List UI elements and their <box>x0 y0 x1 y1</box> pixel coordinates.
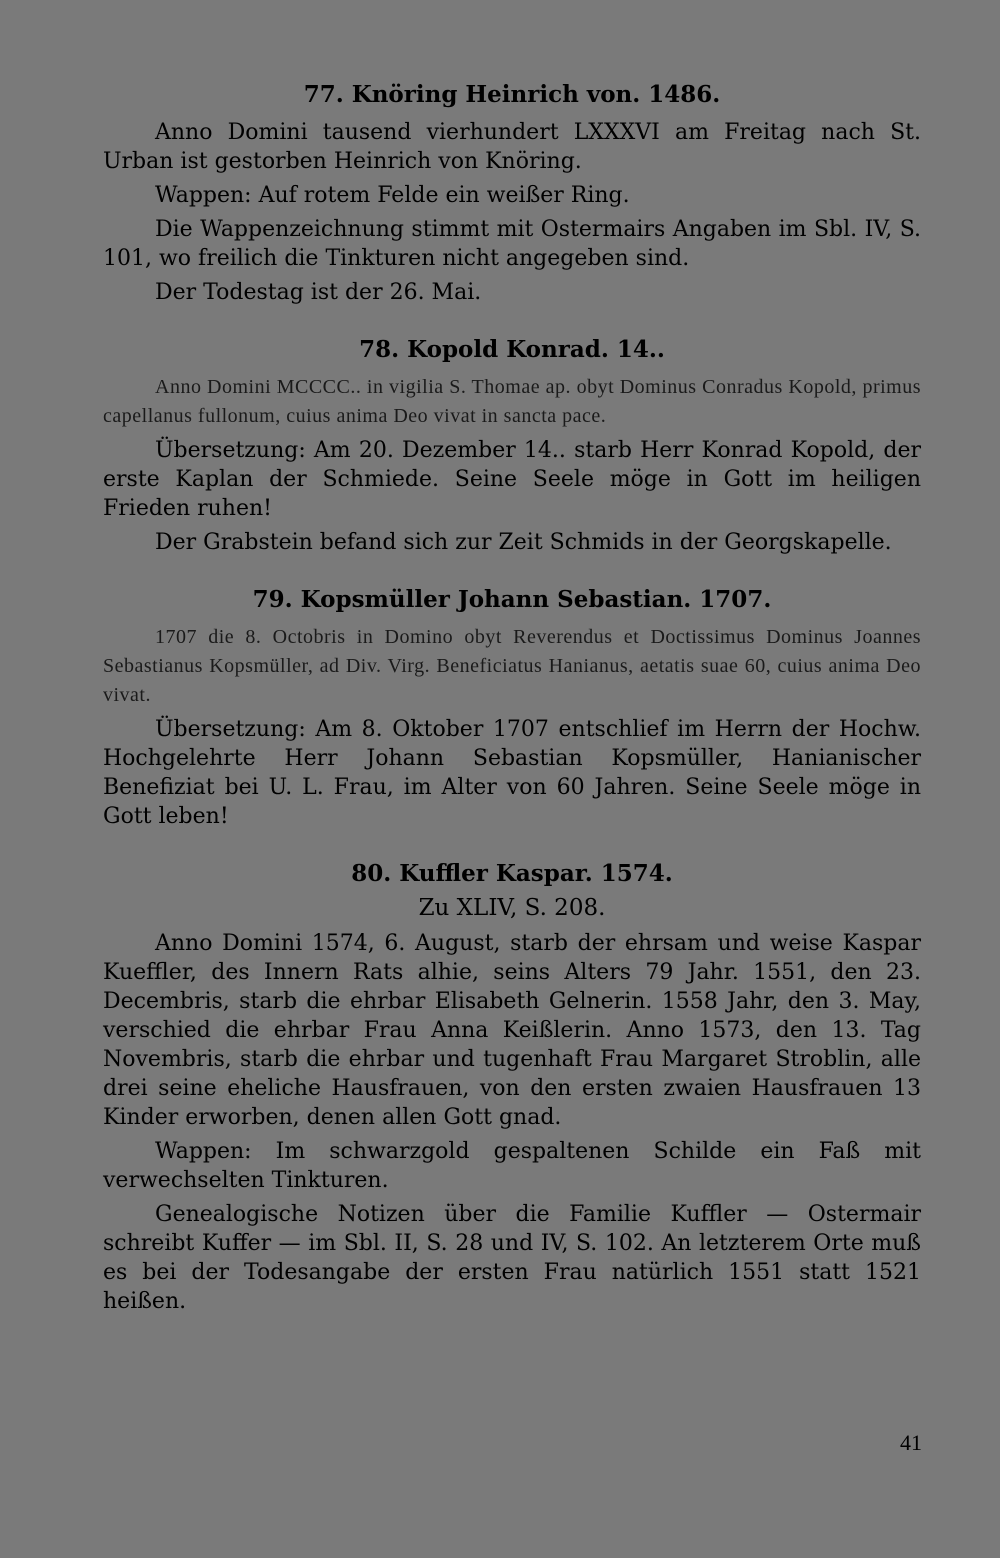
entry-80 <box>103 859 921 1316</box>
entry-77 <box>103 80 921 307</box>
entry-78 <box>103 335 921 557</box>
latin-inscription: Anno Domini MCCCC.. in vigilia S. Thomae ap. obyt Dominus Conradus Kopold, primus capellanus fullonum, cuius anima Deo vivat in sancta pace. <box>103 376 921 427</box>
entry-heading: 80. Kuffler Kaspar. 1574. <box>351 860 673 887</box>
coat-of-arms-paragraph: Wappen: Auf rotem Felde ein weißer Ring. <box>155 183 630 208</box>
entry-79 <box>103 585 921 831</box>
translation-paragraph: Übersetzung: Am 8. Oktober 1707 entschlief im Herrn der Hochw. Hochgelehrte Herr Johann Sebastian Kopsmüller, Hanianischer Benefiziat bei U. L. Frau, im Alter von 60 Jahren. Seine Seele möge in Gott leben! <box>103 717 921 829</box>
document-page <box>103 80 921 1344</box>
translation-paragraph: Übersetzung: Am 20. Dezember 14.. starb Herr Konrad Kopold, der erste Kaplan der Schmiede. Seine Seele möge in Gott im heiligen Frieden ruhen! <box>103 438 921 521</box>
coat-of-arms-paragraph: Wappen: Im schwarzgold gespaltenen Schilde ein Faß mit verwechselten Tinkturen. <box>103 1139 921 1193</box>
entry-heading: 77. Knöring Heinrich von. 1486. <box>303 81 721 108</box>
page-number: 41 <box>900 1430 922 1455</box>
entry-paragraph: Der Todestag ist der 26. Mai. <box>155 280 482 305</box>
entry-paragraph: Die Wappenzeichnung stimmt mit Ostermairs Angaben im Sbl. IV, S. 101, wo freilich die Tinkturen nicht angegeben sind. <box>103 217 921 271</box>
entry-subheading: Zu XLIV, S. 208. <box>418 895 606 921</box>
entry-heading: 79. Kopsmüller Johann Sebastian. 1707. <box>252 586 772 613</box>
entry-paragraph: Anno Domini tausend vierhundert LXXXVI am Freitag nach St. Urban ist gestorben Heinrich von Knöring. <box>103 120 921 174</box>
entry-heading: 78. Kopold Konrad. 14.. <box>359 336 665 363</box>
entry-paragraph: Der Grabstein befand sich zur Zeit Schmids in der Georgskapelle. <box>155 530 892 555</box>
latin-inscription: 1707 die 8. Octobris in Domino obyt Reverendus et Doctissimus Dominus Joannes Sebastianus Kopsmüller, ad Div. Virg. Beneficiatus Hanianus, aetatis suae 60, cuius anima Deo vivat. <box>103 626 921 706</box>
inscription-paragraph: Anno Domini 1574, 6. August, starb der ehrsam und weise Kaspar Kueffler, des Innern Rats alhie, seins Alters 79 Jahr. 1551, den 23. Decembris, starb die ehrbar Elisabeth Gelnerin. 1558 Jahr, den 3. May, verschied die ehrbar Frau Anna Keißlerin. Anno 1573, den 13. Tag Novembris, starb die ehrbar und tugenhaft Frau Margaret Stroblin, alle drei seine eheliche Hausfrauen, von den ersten zwaien Hausfrauen 13 Kinder erworben, denen allen Gott gnad. <box>103 931 921 1130</box>
entry-paragraph: Genealogische Notizen über die Familie Kuffler — Ostermair schreibt Kuffer — im Sbl. II, S. 28 und IV, S. 102. An letzterem Orte muß es bei der Todesangabe der ersten Frau natürlich 1551 statt 1521 heißen. <box>103 1202 921 1314</box>
